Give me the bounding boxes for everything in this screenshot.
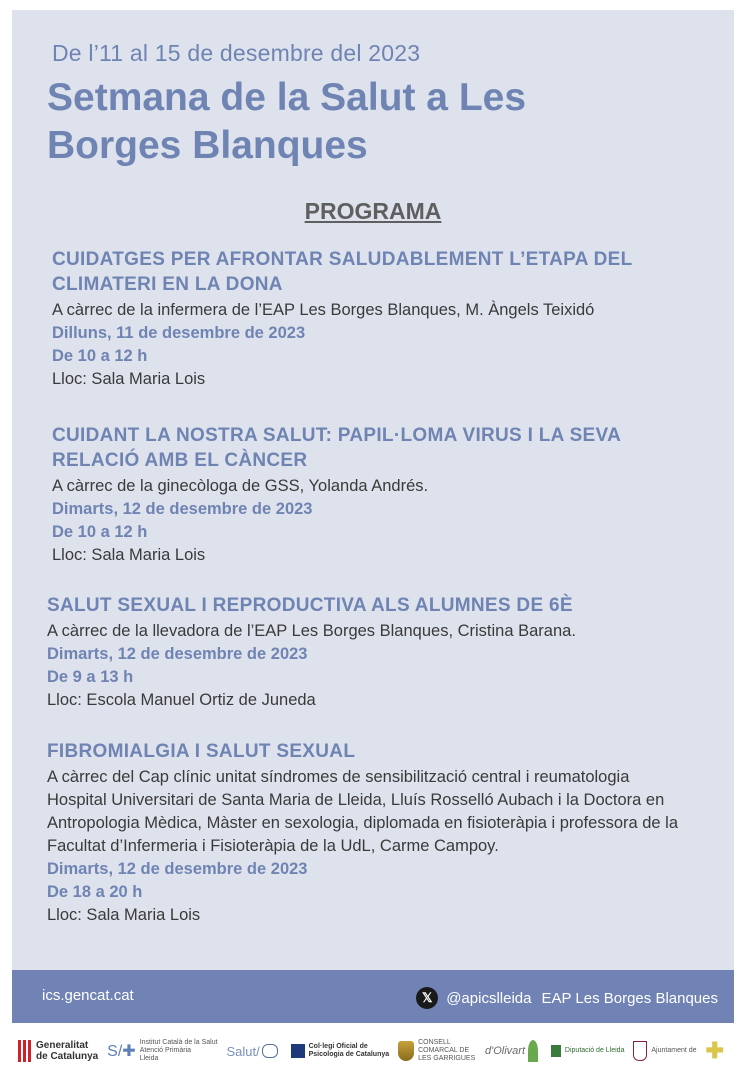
website-link[interactable]: ics.gencat.cat — [42, 987, 134, 1004]
event-3 — [47, 593, 727, 712]
event-date: Dimarts, 12 de desembre de 2023 — [52, 500, 313, 518]
event-date: Dilluns, 11 de desembre de 2023 — [52, 324, 306, 342]
poster — [12, 10, 734, 1023]
ics-mark-icon: S/✚ — [107, 1043, 136, 1060]
event-2 — [52, 423, 672, 567]
event-time: De 10 a 12 h — [52, 523, 148, 541]
salut-mark-icon — [262, 1044, 278, 1058]
event-date: Dimarts, 12 de desembre de 2023 — [47, 645, 308, 663]
ajuntament-logo: Ajuntament de — [633, 1041, 696, 1061]
event-date: Dimarts, 12 de desembre de 2023 — [47, 860, 308, 878]
sponsor-logos — [12, 1024, 734, 1078]
twitter-handle[interactable]: @apicslleida — [446, 989, 532, 1007]
senyera-icon — [18, 1040, 32, 1062]
coat-of-arms-icon — [633, 1041, 647, 1061]
event-time: De 18 a 20 h — [47, 883, 143, 901]
event-place: Lloc: Sala Maria Lois — [47, 906, 201, 924]
footer-bar — [12, 970, 734, 1023]
event-speaker: A càrrec de la llevadora de l’EAP Les Borges Blanques, Cristina Barana. — [47, 622, 576, 640]
event-place: Lloc: Escola Manuel Ortiz de Juneda — [47, 691, 316, 709]
event-speaker: A càrrec de la ginecòloga de GSS, Yolanda Andrés. — [52, 477, 429, 495]
event-place: Lloc: Sala Maria Lois — [52, 546, 206, 564]
programa-heading: PROGRAMA — [304, 198, 442, 224]
event-4 — [47, 739, 682, 927]
social-info — [416, 987, 718, 1009]
diputacio-mark-icon — [551, 1045, 561, 1057]
page-title: Setmana de la Salut a Les Borges Blanques — [47, 76, 527, 167]
diputacio-logo: Diputació de Lleida — [551, 1045, 625, 1057]
event-speaker: A càrrec de la infermera de l’EAP Les Borges Blanques, M. Àngels Teixidó — [52, 301, 595, 319]
shield-icon — [398, 1041, 414, 1061]
event-dates: De l’11 al 15 de desembre del 2023 — [52, 40, 421, 66]
center-name: EAP Les Borges Blanques — [541, 989, 718, 1007]
event-place: Lloc: Sala Maria Lois — [52, 370, 206, 388]
event-title: CUIDATGES PER AFRONTAR SALUDABLEMENT L’ETAPA DEL CLIMATERI EN LA DONA — [52, 249, 633, 295]
x-logo-icon[interactable]: 𝕏 — [416, 987, 438, 1009]
copc-logo: Col·legi Oficial de Psicologia de Catalunya — [291, 1043, 390, 1059]
consell-comarcal-logo: CONSELL COMARCAL DE LES GARRIGUES — [398, 1039, 476, 1063]
generalitat-logo: Generalitat de Catalunya — [18, 1040, 98, 1062]
event-1 — [52, 247, 732, 391]
olivart-logo: d'Olivart — [485, 1040, 542, 1062]
cross-logo — [705, 1038, 727, 1064]
event-title: CUIDANT LA NOSTRA SALUT: PAPIL·LOMA VIRUS I LA SEVA RELACIÓ AMB EL CÀNCER — [52, 425, 621, 471]
event-speaker: A càrrec del Cap clínic unitat síndromes de sensibilització central i reumatologia Hospital Universitari de Santa Maria de Lleida, Lluís Rosselló Aubach i la Doctora en Antropologia Mèdica, Màster en sexologia, diplomada en fisioteràpia i professora de la Facultat d’Infermeria i Fisioteràpia de la UdL, Carme Campoy. — [47, 768, 679, 855]
ics-logo: S/✚ Institut Català de la Salut Atenció Primària Lleida — [107, 1039, 218, 1062]
event-time: De 9 a 13 h — [47, 668, 134, 686]
event-title: SALUT SEXUAL I REPRODUCTIVA ALS ALUMNES DE 6È — [47, 595, 573, 616]
olive-leaf-icon — [528, 1040, 538, 1062]
copc-mark-icon — [291, 1044, 305, 1058]
event-title: FIBROMIALGIA I SALUT SEXUAL — [47, 741, 356, 762]
salut-logo: Salut/ — [226, 1044, 281, 1059]
cross-icon: ✚ — [705, 1038, 724, 1063]
event-time: De 10 a 12 h — [52, 347, 148, 365]
